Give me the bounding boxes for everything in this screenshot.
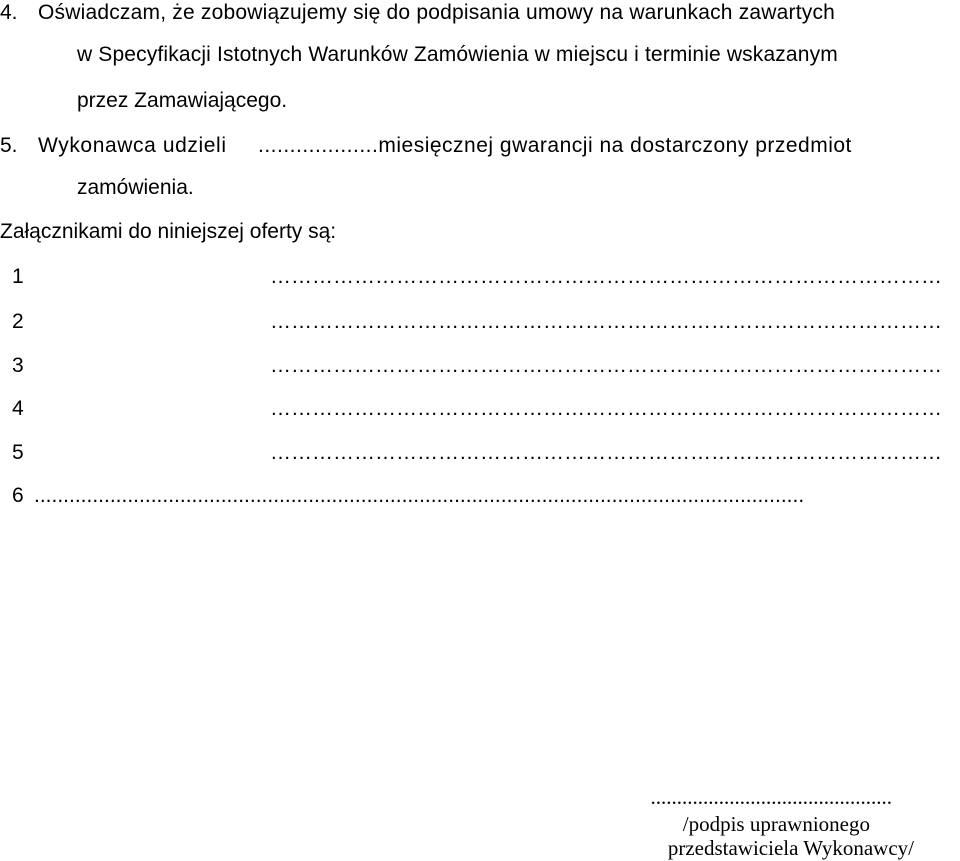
item-5-prefix: Wykonawca udzieli xyxy=(38,134,227,157)
attachment-6-number: 6 xyxy=(12,484,24,507)
attachment-1-field[interactable]: …………………………………………………………………………………… xyxy=(270,265,942,288)
attachment-2-number: 2 xyxy=(12,310,24,333)
item-4-line-1: Oświadczam, że zobowiązujemy się do podpisania umowy na warunkach zawartych xyxy=(38,1,836,24)
attachment-4-number: 4 xyxy=(12,397,24,420)
item-5-rest: miesięcznej gwarancji na dostarczony przedmiot xyxy=(378,134,852,157)
attachment-4-field[interactable]: …………………………………………………………………………………… xyxy=(270,397,942,420)
item-4-line-3: przez Zamawiającego. xyxy=(77,89,288,112)
signature-caption-line-2: przedstawiciela Wykonawcy/ xyxy=(667,836,914,860)
attachment-5-field[interactable]: …………………………………………………………………………………… xyxy=(270,441,942,464)
attachment-1-number: 1 xyxy=(12,265,24,288)
warranty-months-blank[interactable]: ...................miesięcznej gwarancji na dostarczony przedmiot xyxy=(258,134,852,157)
item-5-line-2: zamówienia. xyxy=(77,176,194,199)
attachment-2-field[interactable]: …………………………………………………………………………………… xyxy=(270,310,942,333)
attachment-6-field[interactable]: .................................................................................................................................... xyxy=(34,484,805,507)
signature-field[interactable]: .............................................. xyxy=(650,785,892,809)
item-4-number: 4. xyxy=(0,1,18,24)
attachment-5-number: 5 xyxy=(12,441,24,464)
attachment-3-field[interactable]: …………………………………………………………………………………… xyxy=(270,354,942,377)
attachment-3-number: 3 xyxy=(12,354,24,377)
item-5-number: 5. xyxy=(0,134,18,157)
attachments-heading: Załącznikami do niniejszej oferty są: xyxy=(0,220,337,243)
signature-caption-line-1: /podpis uprawnionego xyxy=(682,812,870,836)
item-4-line-2: w Specyfikacji Istotnych Warunków Zamówienia w miejscu i terminie wskazanym xyxy=(77,43,838,66)
